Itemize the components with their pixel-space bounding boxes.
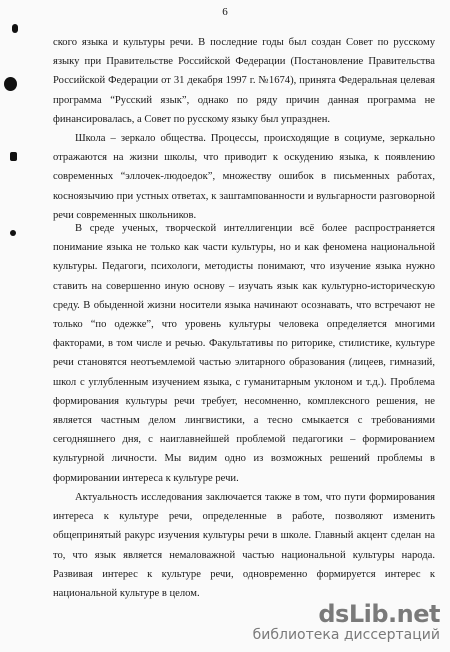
scan-mark <box>10 230 16 236</box>
scan-mark <box>12 24 18 33</box>
paragraph-text: Актуальность исследования заключается также в том, что пути формирования интереса к культуре речи, определенные в работе, позволяют изменить общепринятый ракурс изучения культуры речи в школе. Главный акцент сделан на то, что язык является немаловажной частью национальной культуры народа. Развивая интерес к культуре речи, одновременно формируется интерес к национальной культуре в целом. <box>53 492 435 600</box>
dslib-watermark[interactable] <box>253 601 440 644</box>
watermark-tagline: библиотека диссертаций <box>252 627 440 643</box>
paragraph-text: Школа – зеркало общества. Процессы, происходящие в социуме, зеркально отражаются на жизни школы, что приводит к оскудению языка, к появлению современных “эллочек-людоедок”, множеству ошибок в письменных работах, косноязычию при устных ответах, к заштампованности и вульгарности разговорной речи современных школьников. <box>53 133 435 221</box>
watermark-logo: dsLib.net <box>318 600 440 628</box>
page-number: 6 <box>222 6 228 18</box>
paragraph <box>53 129 435 225</box>
paragraph-text: ского языка и культуры речи. В последние годы был создан Совет по русскому языку при Правительстве Российской Федерации (Постановление Правительства Российской Федерации от 31 декабря 1997 г. №1674), принята Федеральная целевая программа “Русский язык”, однако по ряду причин данная программа не финансировалась, а Совет по русскому языку был упразднен. <box>53 37 435 125</box>
paragraph-text: В среде ученых, творческой интеллигенции всё более распространяется понимание языка не только как части культуры, но и как феномена национальной культуры. Педагоги, психологи, методисты понимают, что изучение языка нужно ставить на совершенно иную основу – изучать язык как культурно-историческую среду. В обыденной жизни носители языка начинают осознавать, что встречают не только “по одежке”, что уровень культуры человека определяется многими факторами, в том числе и речью. Факультативы по риторике, стилистике, культуре речи становятся неотъемлемой частью элитарного образования (лицеев, гимназий, школ с углубленным изучением языка, с гуманитарным уклоном и т.д.). Проблема формирования культуры речи требует, несомненно, комплексного решения, не является частным делом лингвистики, а тесно смыкается с требованиями сегодняшнего дня, с наиглавнейшей проблемой педагогики – формированием культурной личности. Мы видим одно из возможных решений проблемы в формировании интереса к культуре речи. <box>53 223 435 484</box>
scan-mark <box>10 152 17 161</box>
paragraph-continuation <box>53 33 435 129</box>
paragraph <box>53 488 435 603</box>
paragraph <box>53 219 435 488</box>
binding-hole <box>4 77 17 91</box>
